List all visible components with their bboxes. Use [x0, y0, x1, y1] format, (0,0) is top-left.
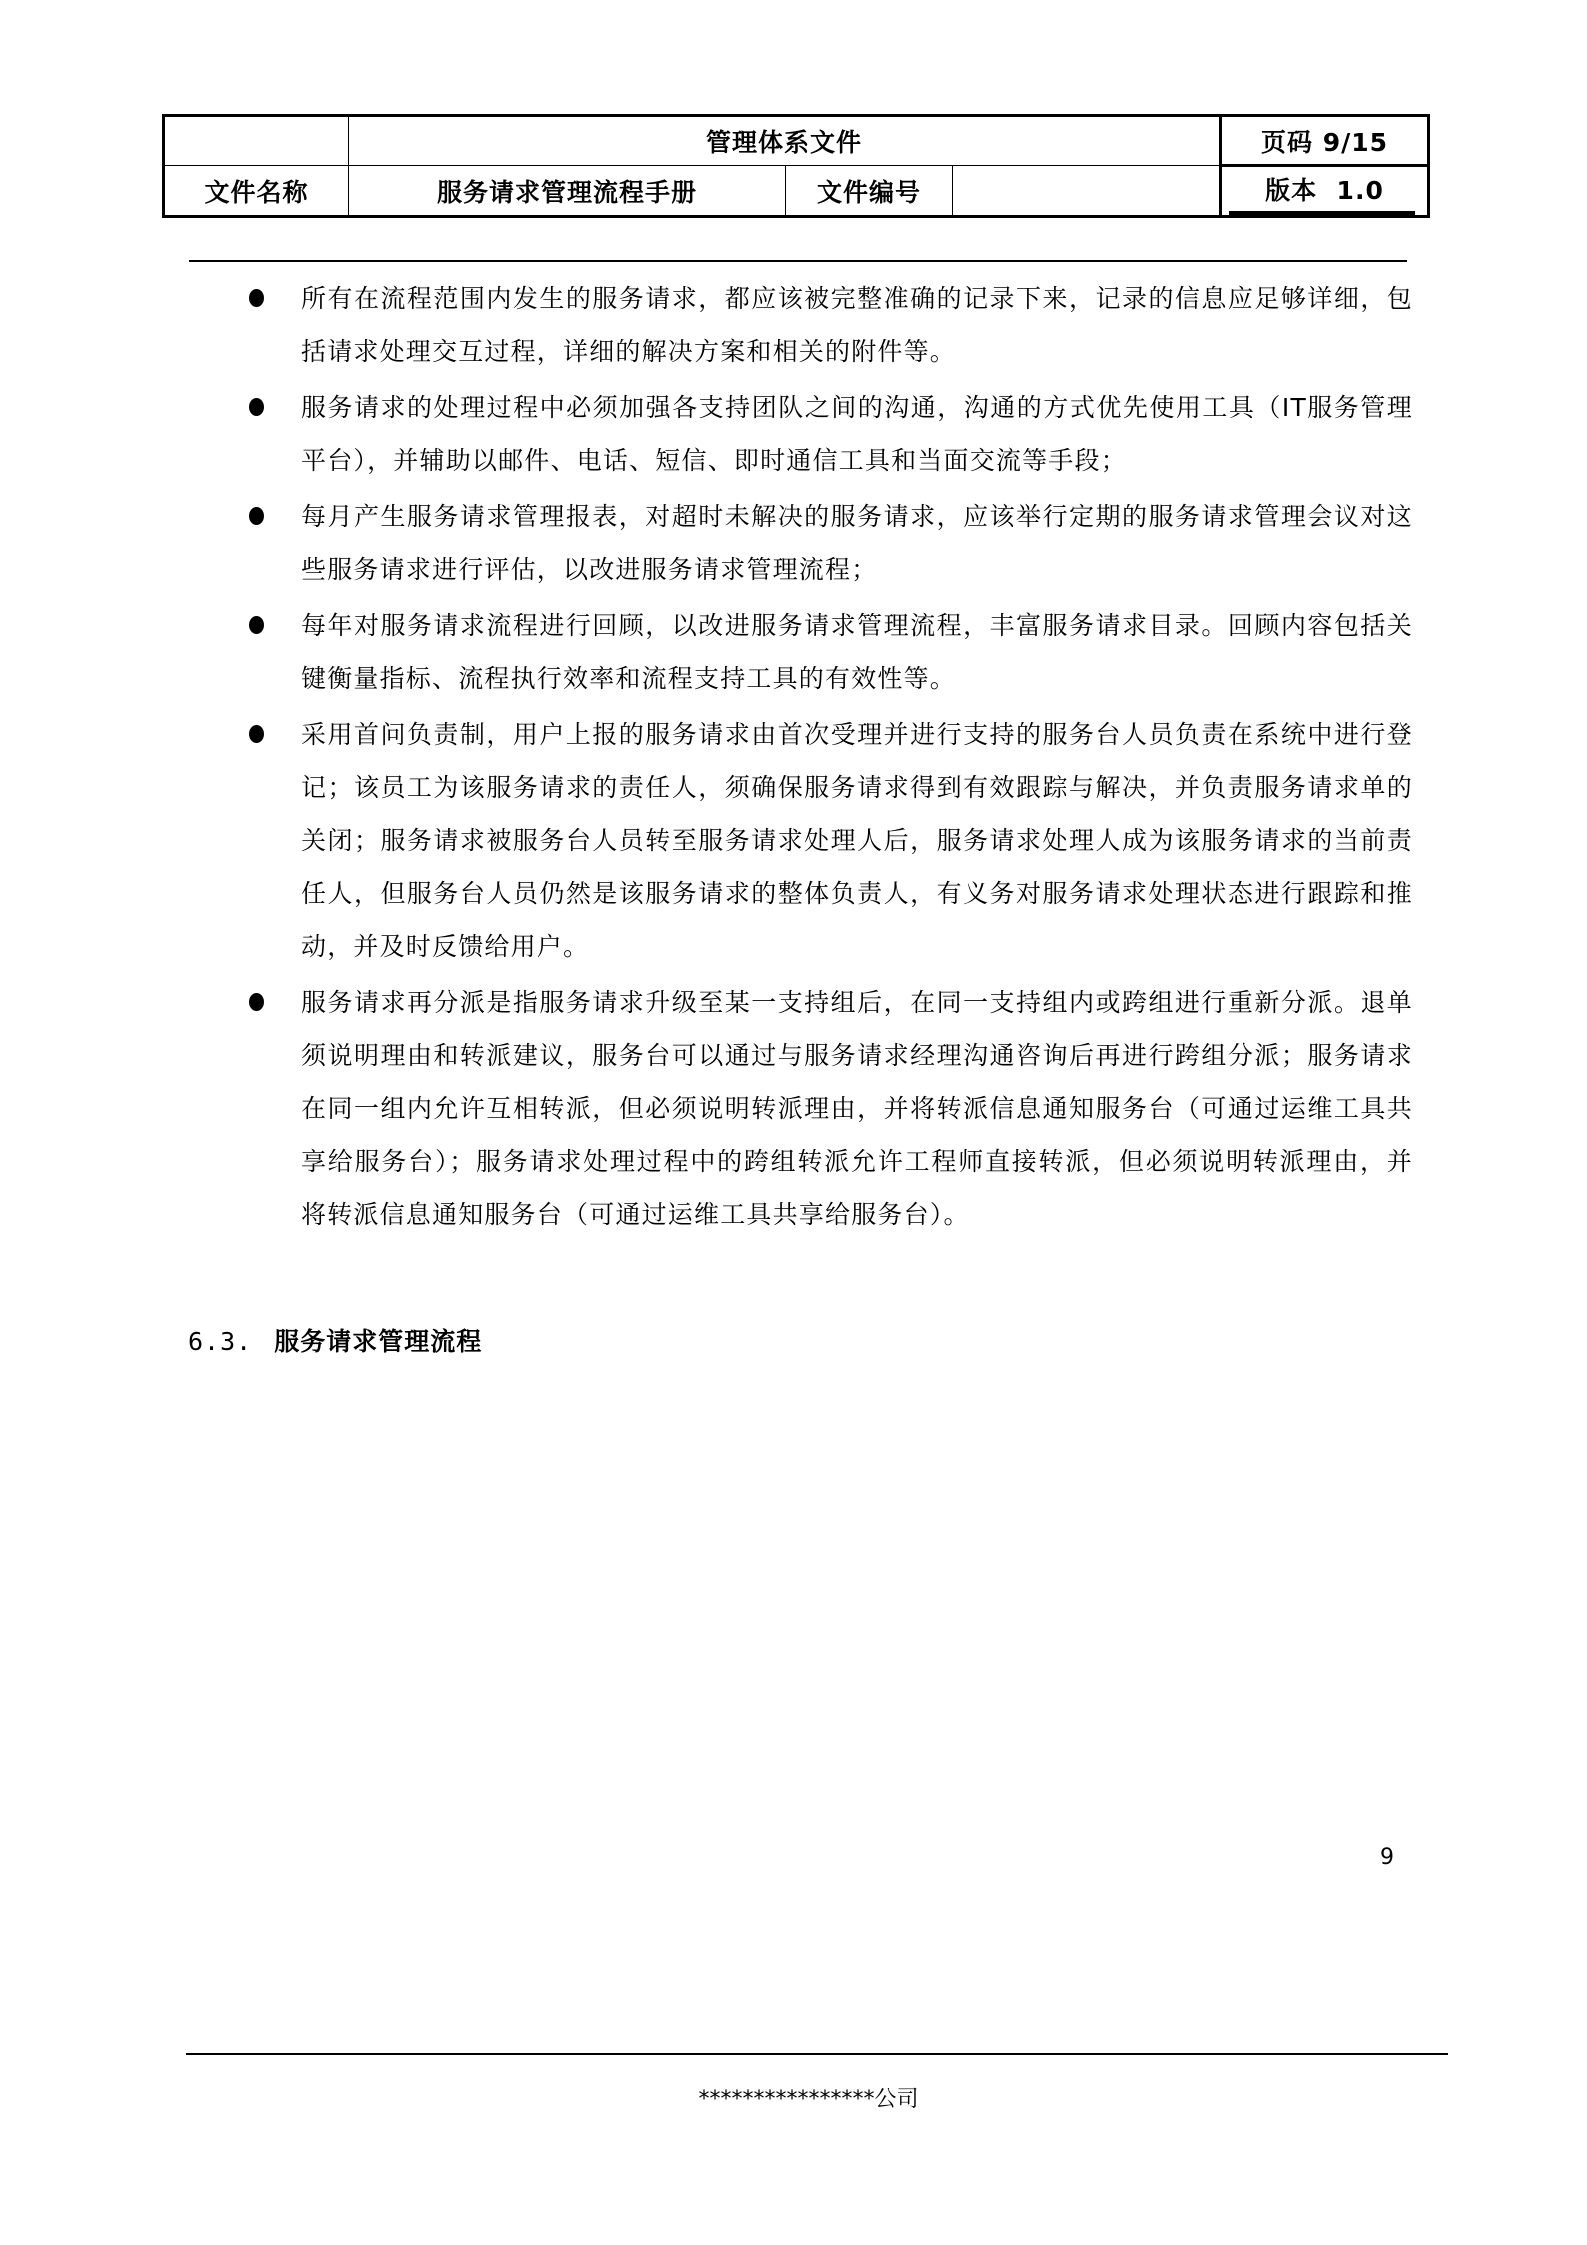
list-item-text: 每月产生服务请求管理报表，对超时未解决的服务请求，应该举行定期的服务请求管理会议对这些服务请求进行评估，以改进服务请求管理流程； [301, 502, 1413, 584]
list-item [243, 708, 1413, 973]
section-heading [188, 1322, 482, 1358]
section-title: 服务请求管理流程 [274, 1327, 483, 1356]
bullet-icon [249, 289, 264, 307]
list-item [243, 381, 1413, 487]
list-item [243, 599, 1413, 705]
header-divider [1229, 211, 1415, 215]
bullet-icon [249, 993, 264, 1011]
footer-rule [186, 2053, 1448, 2055]
file-number-label: 文件编号 [816, 177, 921, 207]
list-item [243, 490, 1413, 596]
bullet-icon [249, 507, 264, 525]
version-indicator: 版本 1.0 [1265, 176, 1384, 205]
footer-company: ****************公司 [698, 2087, 919, 2112]
bullet-icon [249, 616, 264, 634]
header-rule [189, 260, 1407, 262]
list-item-text: 服务请求的处理过程中必须加强各支持团队之间的沟通，沟通的方式优先使用工具（IT服务管理平台），并辅助以邮件、电话、短信、即时通信工具和当面交流等手段； [301, 393, 1413, 475]
list-item-text: 采用首问负责制，用户上报的服务请求由首次受理并进行支持的服务台人员负责在系统中进行登记；该员工为该服务请求的责任人，须确保服务请求得到有效跟踪与解决，并负责服务请求单的关闭；服务请求被服务台人员转至服务请求处理人后，服务请求处理人成为该服务请求的当前责任人，但服务台人员仍然是该服务请求的整体负责人，有义务对服务请求处理状态进行跟踪和推动，并及时反馈给用户。 [301, 720, 1413, 961]
section-number: 6.3. [188, 1327, 253, 1356]
list-item [243, 976, 1413, 1241]
list-item-text: 服务请求再分派是指服务请求升级至某一支持组后，在同一支持组内或跨组进行重新分派。退单须说明理由和转派建议，服务台可以通过与服务请求经理沟通咨询后再进行跨组分派；服务请求在同一组内允许互相转派，但必须说明转派理由，并将转派信息通知服务台（可通过运维工具共享给服务台）；服务请求处理过程中的跨组转派允许工程师直接转派，但必须说明转派理由，并将转派信息通知服务台（可通过运维工具共享给服务台）。 [301, 988, 1413, 1229]
page-indicator: 页码 9/15 [1260, 128, 1389, 157]
bullet-list [243, 272, 1413, 1244]
file-name-value: 服务请求管理流程手册 [436, 177, 697, 207]
list-item-text: 每年对服务请求流程进行回顾，以改进服务请求管理流程，丰富服务请求目录。回顾内容包括关键衡量指标、流程执行效率和流程支持工具的有效性等。 [301, 611, 1413, 693]
file-name-label: 文件名称 [204, 177, 309, 207]
bullet-icon [249, 398, 264, 416]
page-number: 9 [1380, 1845, 1394, 1870]
list-item [243, 272, 1413, 378]
bullet-icon [249, 725, 264, 743]
system-title: 管理体系文件 [705, 128, 862, 157]
document-header-table [162, 114, 1430, 218]
file-number-value [953, 166, 1219, 215]
list-item-text: 所有在流程范围内发生的服务请求，都应该被完整准确的记录下来，记录的信息应足够详细，包括请求处理交互过程，详细的解决方案和相关的附件等。 [301, 284, 1413, 366]
